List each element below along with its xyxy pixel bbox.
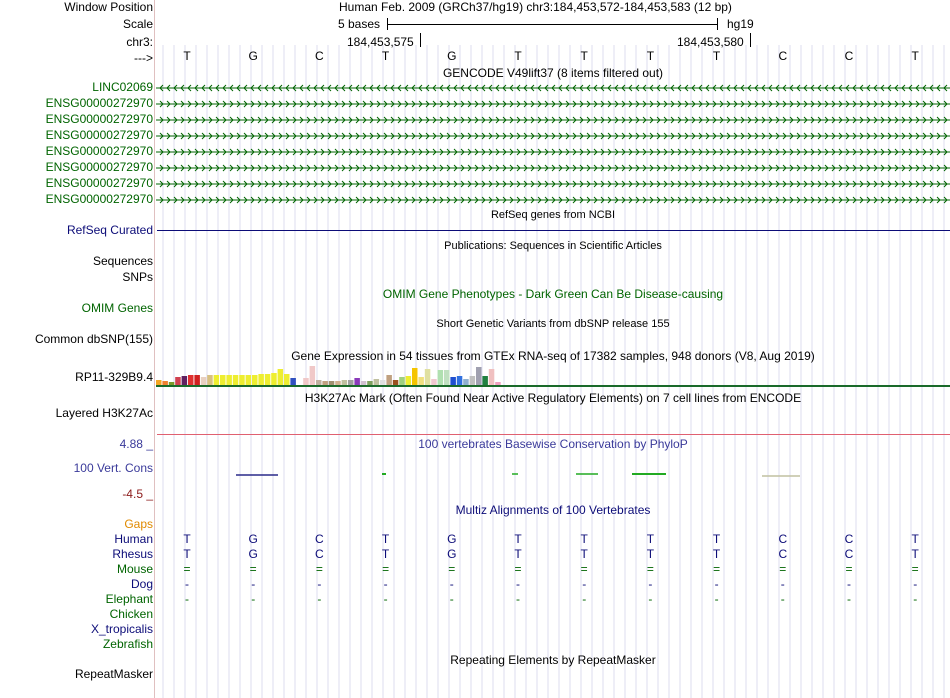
multiz-base: -: [714, 577, 719, 591]
multiz-title[interactable]: Multiz Alignments of 100 Vertebrates: [455, 503, 651, 517]
base-letter: T: [580, 49, 588, 63]
gencode-transcript-line[interactable]: [156, 99, 950, 109]
multiz-species-label[interactable]: Chicken: [109, 607, 153, 621]
multiz-base: T: [646, 532, 655, 546]
multiz-species-label[interactable]: Dog: [130, 577, 153, 591]
base-letter: G: [248, 49, 258, 63]
gencode-transcript-label[interactable]: ENSG00000272970: [45, 112, 153, 126]
strand-label: --->: [134, 51, 153, 65]
multiz-base: T: [514, 547, 522, 561]
multiz-base: =: [845, 562, 853, 576]
gtex-tissue-bar: [482, 376, 488, 386]
phylop-min-label: -4.5 _: [122, 487, 153, 501]
multiz-base: T: [183, 532, 191, 546]
gtex-title[interactable]: Gene Expression in 54 tissues from GTEx RNA-seq of 17382 samples, 948 donors (V8, Aug 2019): [291, 349, 815, 363]
gtex-tissue-bar: [207, 375, 213, 386]
multiz-base: C: [778, 532, 788, 546]
multiz-base: T: [911, 532, 919, 546]
multiz-base: -: [383, 592, 388, 606]
multiz-base: =: [514, 562, 522, 576]
base-letter: C: [315, 49, 324, 63]
multiz-base: -: [780, 577, 785, 591]
gtex-tissue-bar: [444, 370, 450, 386]
multiz-base: -: [251, 577, 256, 591]
gencode-transcript-line[interactable]: [156, 83, 950, 93]
multiz-species-label[interactable]: Mouse: [116, 562, 153, 576]
omim-title[interactable]: OMIM Gene Phenotypes - Dark Green Can Be Disease-causing: [382, 287, 724, 301]
gencode-transcript-label[interactable]: ENSG00000272970: [45, 144, 153, 158]
multiz-gaps-label[interactable]: Gaps: [124, 517, 153, 531]
position-left: 184,453,575: [347, 35, 414, 49]
repeatmasker-title[interactable]: Repeating Elements by RepeatMasker: [450, 653, 656, 667]
multiz-base: T: [183, 547, 191, 561]
multiz-base: -: [516, 592, 520, 606]
multiz-base: G: [248, 532, 258, 546]
multiz-base: =: [183, 562, 191, 576]
gtex-tissue-bar: [239, 375, 245, 386]
multiz-base: -: [251, 592, 256, 606]
gtex-expression-bars[interactable]: [156, 362, 950, 388]
base-letter: T: [712, 49, 721, 63]
multiz-base: G: [447, 547, 457, 561]
gtex-tissue-bar: [489, 369, 495, 386]
label-separator: [154, 0, 155, 698]
multiz-base: -: [317, 577, 322, 591]
gtex-tissue-bar: [284, 374, 290, 386]
multiz-base: -: [449, 577, 454, 591]
multiz-base: -: [913, 577, 918, 591]
publications-sequences-label[interactable]: Sequences: [92, 254, 153, 268]
gtex-label[interactable]: RP11-329B9.4: [75, 370, 153, 384]
gtex-tissue-bar: [278, 369, 284, 386]
multiz-base: =: [911, 562, 919, 576]
gencode-transcript-label[interactable]: LINC02069: [92, 80, 153, 94]
scale-label: Scale: [122, 17, 153, 31]
base-letter: C: [778, 49, 788, 63]
multiz-base: T: [911, 547, 919, 561]
gtex-tissue-bar: [290, 378, 296, 386]
multiz-species-label[interactable]: X_tropicalis: [90, 622, 153, 636]
scale-size: 5 bases: [338, 17, 381, 31]
phylop-signal[interactable]: [156, 470, 950, 480]
assembly-label: hg19: [727, 17, 754, 31]
multiz-species-label[interactable]: Zebrafish: [102, 637, 153, 651]
repeatmasker-label[interactable]: RepeatMasker: [74, 667, 153, 681]
gtex-tissue-bar: [463, 379, 469, 386]
position-right-tick: [750, 33, 751, 47]
gencode-transcript-label[interactable]: ENSG00000272970: [45, 160, 153, 174]
gtex-tissue-bar: [406, 376, 412, 386]
multiz-base: G: [447, 532, 457, 546]
gencode-transcript-line[interactable]: [156, 195, 950, 205]
multiz-base: -: [185, 592, 189, 606]
multiz-base: T: [381, 532, 390, 546]
omim-label[interactable]: OMIM Genes: [81, 301, 153, 315]
gencode-title[interactable]: GENCODE V49lift37 (8 items filtered out): [442, 66, 664, 80]
multiz-base: T: [514, 532, 522, 546]
gtex-tissue-bar: [399, 377, 405, 386]
gencode-transcript-line[interactable]: [156, 179, 950, 189]
multiz-base: G: [248, 547, 258, 561]
gtex-tissue-bar: [246, 375, 252, 386]
gtex-tissue-bar: [374, 379, 380, 386]
multiz-base: T: [580, 532, 588, 546]
multiz-base: =: [646, 562, 654, 576]
multiz-base: C: [778, 547, 788, 561]
multiz-base: =: [713, 562, 721, 576]
gtex-tissue-bar: [214, 375, 220, 386]
multiz-base: T: [712, 532, 721, 546]
multiz-base: C: [844, 532, 854, 546]
multiz-base: =: [779, 562, 787, 576]
gtex-tissue-bar: [201, 377, 207, 386]
window-position-text: Human Feb. 2009 (GRCh37/hg19) chr3:184,453,572-184,453,583 (12 bp): [339, 0, 732, 14]
multiz-base: -: [449, 592, 454, 606]
publications-title[interactable]: Publications: Sequences in Scientific Articles: [444, 240, 662, 252]
gencode-transcript-line[interactable]: [156, 163, 950, 173]
phylop-max-label: 4.88 _: [119, 437, 153, 451]
gtex-tissue-bar: [431, 379, 437, 386]
refseq-title[interactable]: RefSeq genes from NCBI: [490, 209, 616, 221]
multiz-base: -: [582, 577, 587, 591]
gtex-tissue-bar: [175, 377, 181, 386]
gtex-tissue-bar: [438, 370, 444, 386]
h3k27ac-title[interactable]: H3K27Ac Mark (Often Found Near Active Regulatory Elements) on 7 cell lines from ENCODE: [304, 391, 802, 405]
gtex-tissue-bar: [386, 375, 392, 386]
scale-bar: [387, 18, 718, 30]
chrom-label: chr3:: [126, 35, 153, 49]
multiz-base: C: [315, 532, 324, 546]
multiz-base: =: [315, 562, 323, 576]
multiz-base: -: [383, 577, 388, 591]
dbsnp-label[interactable]: Common dbSNP(155): [34, 332, 153, 346]
gencode-transcript-line[interactable]: [156, 147, 950, 157]
h3k27ac-label[interactable]: Layered H3K27Ac: [55, 406, 153, 420]
multiz-base: -: [582, 592, 587, 606]
window-position-label: Window Position: [64, 0, 153, 14]
base-letter: T: [183, 49, 191, 63]
multiz-base: T: [381, 547, 390, 561]
gtex-tissue-bar: [194, 375, 200, 386]
multiz-base: -: [185, 577, 189, 591]
gtex-tissue-bar: [188, 375, 194, 386]
gtex-tissue-bar: [425, 369, 431, 386]
dbsnp-title[interactable]: Short Genetic Variants from dbSNP release 155: [436, 318, 670, 330]
base-letter: T: [646, 49, 655, 63]
multiz-base: -: [780, 592, 785, 606]
phylop-label[interactable]: 100 Vert. Cons: [73, 461, 153, 475]
gencode-transcript-line[interactable]: [156, 115, 950, 125]
gtex-tissue-bar: [258, 374, 264, 386]
multiz-base: -: [913, 592, 918, 606]
multiz-base: -: [648, 592, 653, 606]
position-right: 184,453,580: [677, 35, 744, 49]
gtex-tissue-bar: [265, 374, 271, 386]
gtex-tissue-bar: [226, 375, 232, 386]
gtex-tissue-bar: [303, 378, 309, 386]
multiz-base: T: [580, 547, 588, 561]
multiz-base: C: [844, 547, 854, 561]
gencode-transcript-label[interactable]: ENSG00000272970: [45, 192, 153, 206]
gencode-transcript-label[interactable]: ENSG00000272970: [45, 176, 153, 190]
gtex-tissue-bar: [252, 375, 258, 386]
multiz-base: =: [249, 562, 257, 576]
gtex-tissue-bar: [220, 375, 226, 386]
multiz-base: C: [315, 547, 324, 561]
multiz-base: -: [648, 577, 653, 591]
refseq-label[interactable]: RefSeq Curated: [66, 223, 153, 237]
gtex-tissue-bar: [233, 375, 239, 386]
multiz-species-label[interactable]: Elephant: [105, 592, 153, 606]
publications-snps-label[interactable]: SNPs: [122, 270, 153, 284]
multiz-species-label[interactable]: Human: [114, 532, 153, 546]
base-letter: C: [844, 49, 854, 63]
multiz-base: =: [448, 562, 456, 576]
multiz-species-label[interactable]: Rhesus: [112, 547, 153, 561]
multiz-base: -: [714, 592, 719, 606]
gencode-transcript-line[interactable]: [156, 131, 950, 141]
multiz-base: T: [712, 547, 721, 561]
base-letter: T: [514, 49, 522, 63]
multiz-base: -: [847, 592, 851, 606]
gtex-tissue-bar: [182, 376, 188, 386]
gtex-tissue-bar: [271, 373, 277, 386]
base-letter: T: [381, 49, 390, 63]
h3k27ac-signal-line[interactable]: [157, 434, 950, 435]
gencode-transcript-label[interactable]: ENSG00000272970: [45, 128, 153, 142]
multiz-base: -: [847, 577, 851, 591]
gtex-tissue-bar: [418, 377, 424, 386]
position-left-tick: [420, 33, 421, 47]
phylop-title[interactable]: 100 vertebrates Basewise Conservation by PhyloP: [418, 437, 688, 451]
gtex-tissue-bar: [476, 367, 482, 386]
gtex-tissue-bar: [310, 366, 316, 386]
base-letter: T: [911, 49, 919, 63]
gencode-transcript-label[interactable]: ENSG00000272970: [45, 96, 153, 110]
multiz-base: T: [646, 547, 655, 561]
gtex-tissue-bar: [450, 377, 456, 386]
multiz-base: =: [382, 562, 390, 576]
multiz-base: -: [317, 592, 322, 606]
gtex-tissue-bar: [457, 376, 463, 386]
gtex-tissue-bar: [412, 368, 418, 386]
multiz-base: =: [580, 562, 588, 576]
refseq-gene-line[interactable]: [157, 230, 950, 231]
multiz-base: -: [516, 577, 520, 591]
gtex-tissue-bar: [354, 378, 360, 386]
base-letter: G: [447, 49, 457, 63]
gtex-tissue-bar: [470, 376, 476, 386]
